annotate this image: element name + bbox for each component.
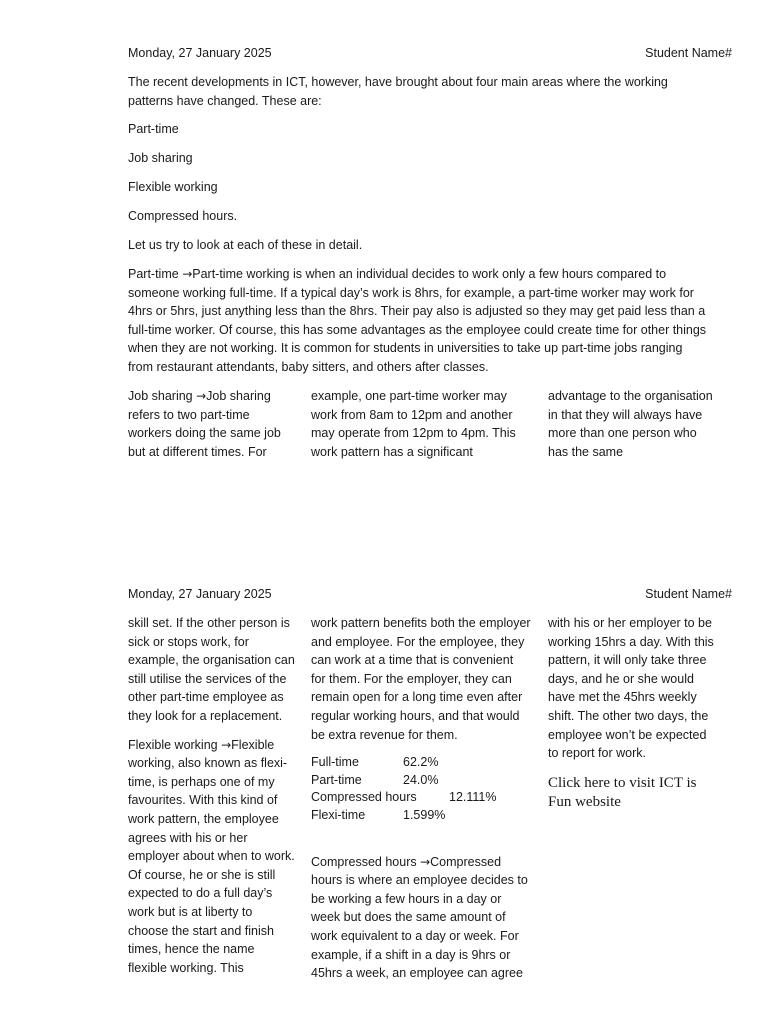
lead-text: Let us try to look at each of these in detail. (128, 238, 363, 252)
job-sharing-heading: Job sharing (128, 389, 193, 403)
stat-row (311, 789, 531, 807)
list-item (128, 149, 708, 168)
stat-label: Full-time (311, 755, 359, 770)
compressed-hours-continued-text: with his or her employer to be working 15hrs a day. With this pattern, it will only take three days, and he or she would have met the 45hrs weekly shift. The other two days, the employee won’t be expected to report for work. (548, 616, 714, 761)
part-time-heading: Part-time (128, 267, 179, 281)
right-arrow-icon: → (221, 737, 232, 752)
job-sharing-column-1 (128, 387, 296, 461)
stat-value: 24.0% (403, 772, 439, 787)
page2-column-1 (128, 614, 296, 977)
job-sharing-text-1: Job sharing refers to two part-time workers doing the same job but at different times. For (128, 389, 281, 459)
header-date: Monday, 27 January 2025 (128, 587, 272, 601)
work-pattern-stats (311, 754, 531, 824)
list-item (128, 178, 708, 197)
stat-value: 62.2% (403, 755, 439, 770)
page2-column-2 (311, 614, 531, 983)
page-2 (0, 540, 768, 1024)
compressed-hours-heading: Compressed hours (311, 854, 417, 869)
page2-column-3 (548, 614, 716, 813)
stat-label: Compressed hours (311, 790, 417, 805)
page-header (128, 46, 732, 66)
header-student-name: Student Name# (645, 46, 732, 60)
job-sharing-continued-text: skill set. If the other person is sick or stops work, for example, the organisation can still utilise the services of the other part-time employee as they look for a replacement. (128, 616, 295, 723)
flexible-working-continued-text: work pattern benefits both the employer and employee. For the employee, they can work at a time that is convenient for them. For the employer, they can remain open for a long time even after regular working hours, and that would be extra revenue for them. (311, 616, 531, 742)
header-date: Monday, 27 January 2025 (128, 46, 272, 60)
right-arrow-icon: → (196, 389, 207, 403)
job-sharing-text-2: example, one part-time worker may work from 8am to 12pm and another may operate from 12pm to 4pm. This work pattern has a significant (311, 389, 516, 459)
list-item-flexible-working: Flexible working (128, 180, 218, 194)
stat-value: 12.111% (449, 790, 497, 805)
list-item-compressed-hours: Compressed hours. (128, 209, 238, 223)
header-student-name: Student Name# (645, 587, 732, 601)
list-item (128, 207, 708, 226)
stat-row (311, 754, 531, 772)
intro-paragraph (128, 73, 708, 110)
intro-text: The recent developments in ICT, however, have brought about four main areas where the working patterns have changed. These are: (128, 75, 668, 108)
job-sharing-column-2 (311, 387, 531, 461)
lead-paragraph (128, 236, 708, 255)
ict-is-fun-link[interactable]: Click here to visit ICT is Fun website (548, 774, 697, 811)
list-item-job-sharing: Job sharing (128, 151, 193, 165)
list-item-part-time: Part-time (128, 122, 179, 136)
flexible-working-body: Flexible working, also known as flexi-time, is perhaps one of my favourites. With this kind of work pattern, the employee agrees with his or her employer about when to work. Of course, he or she is still expected to do a full day’s work but is at liberty to choose the start and finish times, hence the name flexible working. This (128, 737, 295, 975)
part-time-body: Part-time working is when an individual decides to work only a few hours compared to someone working full-time. If a typical day’s work is 8hrs, for example, a part-time worker may work for 4hrs or 5hrs, just anything less than the 8hrs. Their pay also is adjusted so they may get paid less than a full-time worker. Of course, this has some advantages as the employee could create time for other things when they are not working. It is common for students in universities to take up part-time jobs ranging from restaurant attendants, baby sitters, and others after classes. (128, 267, 707, 374)
right-arrow-icon: → (182, 267, 193, 281)
stat-label: Part-time (311, 772, 362, 787)
page-header (128, 587, 732, 607)
compressed-hours-body: Compressed hours is where an employee decides to be working a few hours in a day or week but does the same amount of work equivalent to a day or week. For example, if a shift in a day is 9hrs or 45hrs a week, an employee can agree (311, 854, 528, 981)
part-time-paragraph (128, 265, 708, 377)
stat-row (311, 772, 531, 790)
job-sharing-column-3 (548, 387, 716, 461)
stat-value: 1.599% (403, 807, 446, 822)
job-sharing-text-3: advantage to the organisation in that they will always have more than one person who has the same (548, 389, 713, 459)
list-item (128, 120, 708, 139)
stat-row (311, 807, 531, 825)
stat-label: Flexi-time (311, 807, 366, 822)
flexible-working-heading: Flexible working (128, 737, 218, 752)
right-arrow-icon: → (420, 854, 431, 869)
